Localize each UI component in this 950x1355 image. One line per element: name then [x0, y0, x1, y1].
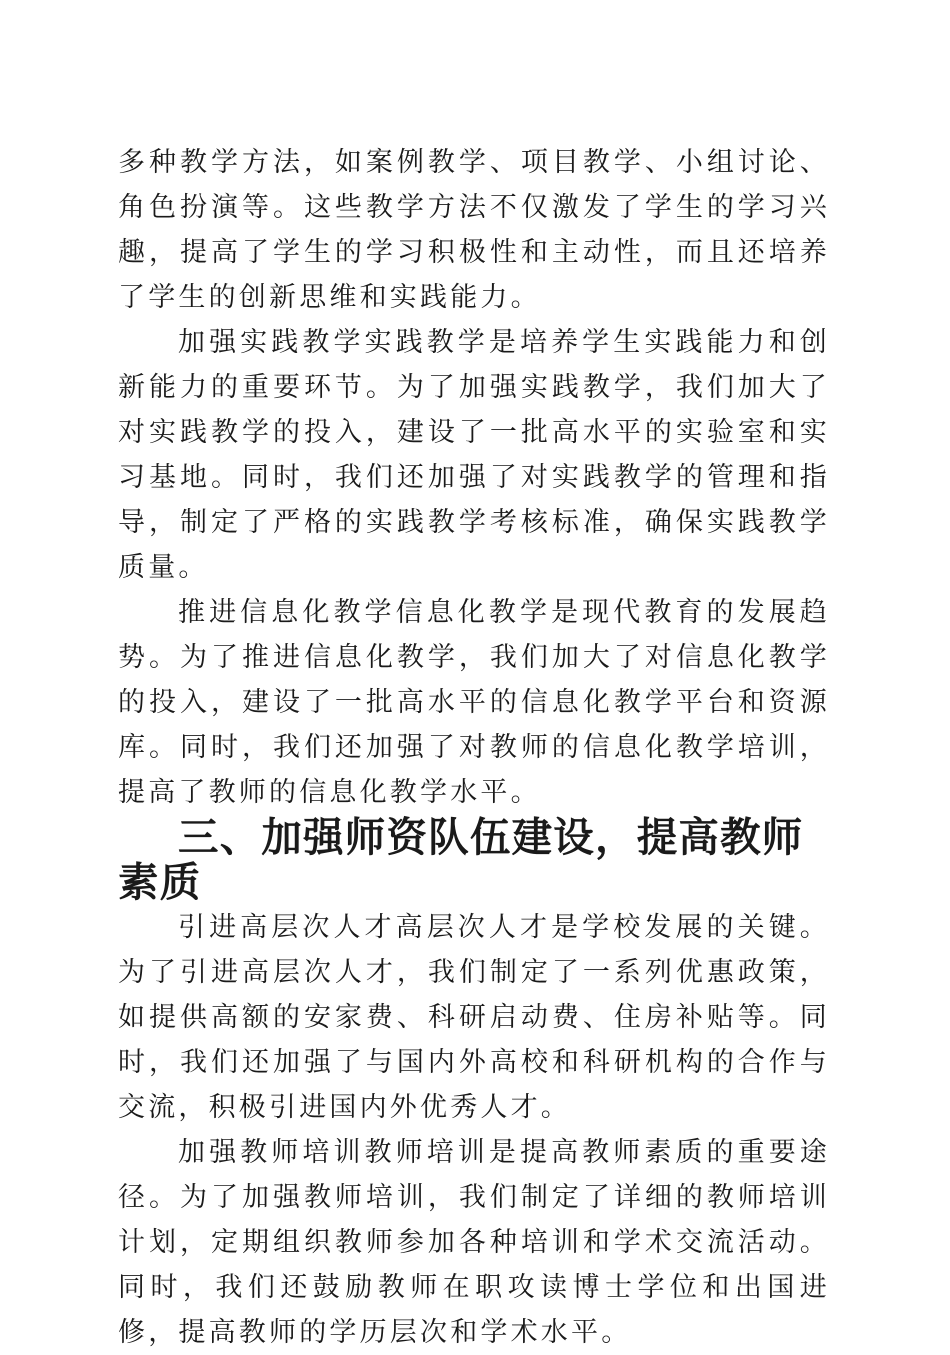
paragraph-teaching-methods: 多种教学方法，如案例教学、项目教学、小组讨论、角色扮演等。这些教学方法不仅激发了学生的学习兴趣，提高了学生的学习积极性和主动性，而且还培养了学生的创新思维和实践能力。 — [118, 147, 830, 313]
paragraph-talent-introduction: 引进高层次人才高层次人才是学校发展的关键。为了引进高层次人才，我们制定了一系列优惠政策，如提供高额的安家费、科研启动费、住房补贴等。同时，我们还加强了与国内外高校和科研机构的合作与交流，积极引进国内外优秀人才。 — [118, 912, 830, 1123]
section-heading-faculty: 三、加强师资队伍建设，提高教师素质 — [118, 813, 804, 906]
paragraph-information-teaching: 推进信息化教学信息化教学是现代教育的发展趋势。为了推进信息化教学，我们加大了对信息化教学的投入，建设了一批高水平的信息化教学平台和资源库。同时，我们还加强了对教师的信息化教学培训，提高了教师的信息化教学水平。 — [118, 597, 830, 808]
paragraph-teacher-training: 加强教师培训教师培训是提高教师素质的重要途径。为了加强教师培训，我们制定了详细的教师培训计划，定期组织教师参加各种培训和学术交流活动。同时，我们还鼓励教师在职攻读博士学位和出国进修，提高教师的学历层次和学术水平。 — [118, 1137, 830, 1348]
document-body — [118, 140, 830, 1355]
paragraph-practice-teaching: 加强实践教学实践教学是培养学生实践能力和创新能力的重要环节。为了加强实践教学，我们加大了对实践教学的投入，建设了一批高水平的实验室和实习基地。同时，我们还加强了对实践教学的管理和指导，制定了严格的实践教学考核标准，确保实践教学质量。 — [118, 327, 830, 583]
